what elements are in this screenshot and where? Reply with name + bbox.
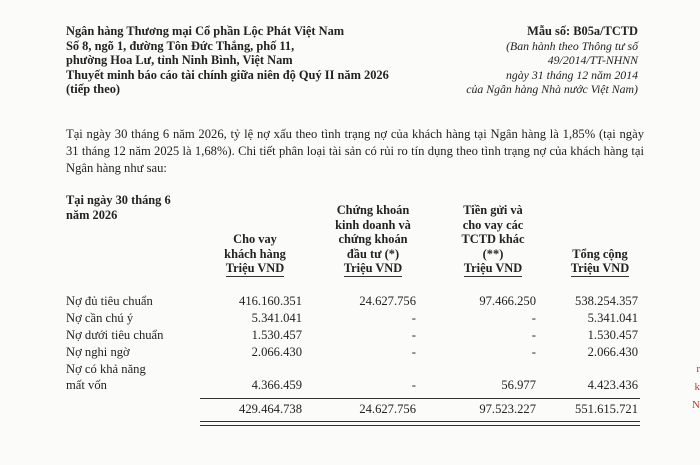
- table-row: [0, 293, 700, 310]
- total-rule: [200, 398, 640, 399]
- column-header-line: chứng khoán: [338, 232, 408, 247]
- form-note-line-3: ngày 31 tháng 12 năm 2014: [505, 67, 638, 82]
- column-header-line: Cho vay: [233, 232, 277, 247]
- column-header-loans: [200, 232, 310, 277]
- total-value: 551.615.721: [575, 402, 638, 416]
- cell-value: 24.627.756: [359, 294, 416, 308]
- intro-paragraph: Tại ngày 30 tháng 6 năm 2026, tỷ lệ nợ xấu theo tình trạng nợ của khách hàng tại Ngân hàng là 1,85% (tại ngày 31 tháng 12 năm 2025 là 1,68%). Chi tiết phân loại tài sản có rủi ro tín dụng theo tình trạng nợ của khách hàng tại Ngân hàng như sau:: [66, 127, 644, 175]
- cell-value: 5.341.041: [251, 311, 302, 325]
- column-header-line: cho vay các: [462, 217, 524, 232]
- table-row: [0, 327, 700, 344]
- cell-value: 4.366.459: [251, 378, 302, 392]
- column-header-line: đầu tư (*): [346, 246, 400, 261]
- margin-glyph: N: [692, 399, 700, 411]
- table-row: [0, 310, 700, 327]
- column-header-line: Chứng khoán: [336, 203, 410, 218]
- cell-value: 97.466.250: [479, 294, 536, 308]
- column-unit: Triệu VND: [343, 261, 403, 276]
- date-header-line-1: Tại ngày 30 tháng 6: [66, 193, 171, 207]
- column-unit: Triệu VND: [570, 261, 630, 276]
- row-label: Nợ đủ tiêu chuẩn: [66, 294, 153, 308]
- table-body: [0, 293, 700, 394]
- cell-value: -: [411, 311, 416, 325]
- cell-value: 1.530.457: [251, 328, 302, 342]
- cell-value: 56.977: [501, 378, 536, 392]
- total-value: 24.627.756: [359, 402, 416, 416]
- cell-value: 4.423.436: [587, 378, 638, 392]
- bank-header: [66, 24, 426, 97]
- column-header-total: [550, 247, 650, 277]
- row-label: Nợ dưới tiêu chuẩn: [66, 328, 164, 342]
- bank-address-line-1: Số 8, ngõ 1, đường Tôn Đức Thắng, phố 11,: [66, 38, 295, 53]
- column-header-line: kinh doanh và: [335, 217, 411, 232]
- row-label: Nợ nghi ngờ: [66, 345, 130, 359]
- cell-value: -: [411, 378, 416, 392]
- bank-name: Ngân hàng Thương mại Cổ phần Lộc Phát Việt Nam: [66, 24, 345, 38]
- date-header-line-2: năm 2026: [66, 207, 118, 222]
- row-label-line: Nợ có khả năng: [66, 362, 146, 376]
- bank-address-line-2: phường Hoa Lư, tỉnh Ninh Bình, Việt Nam: [66, 53, 293, 68]
- column-header-line: Tổng cộng: [572, 246, 628, 261]
- column-unit: Triệu VND: [225, 261, 285, 276]
- cell-value: -: [531, 328, 536, 342]
- column-header-line: Tiền gửi và: [463, 203, 523, 218]
- cell-value: 1.530.457: [587, 328, 638, 342]
- row-label: Nợ cần chú ý: [66, 311, 134, 325]
- total-value: 97.523.227: [479, 402, 536, 416]
- cell-value: -: [531, 311, 536, 325]
- table-row: [0, 344, 700, 361]
- report-title: Thuyết minh báo cáo tài chính giữa niên độ Quý II năm 2026: [66, 67, 389, 82]
- column-header-line: TCTD khác: [461, 232, 525, 247]
- total-value: 429.464.738: [239, 402, 302, 416]
- report-continued: (tiếp theo): [66, 82, 121, 97]
- cell-value: 416.160.351: [239, 294, 302, 308]
- row-label: [66, 361, 201, 393]
- form-note-line-1: (Ban hành theo Thông tư số: [506, 38, 638, 53]
- column-unit: Triệu VND: [463, 261, 523, 276]
- margin-glyph: k: [694, 381, 700, 393]
- column-header-securities: [318, 203, 428, 277]
- double-rule: [200, 421, 640, 426]
- cell-value: 2.066.430: [587, 345, 638, 359]
- cell-value: 538.254.357: [575, 294, 638, 308]
- form-header: [418, 24, 638, 97]
- margin-glyph: r: [696, 363, 700, 375]
- cell-value: -: [531, 345, 536, 359]
- date-header: [66, 193, 206, 222]
- form-note-line-2: 49/2014/TT-NHNN: [547, 53, 638, 68]
- cell-value: 5.341.041: [587, 311, 638, 325]
- column-header-deposits: [438, 203, 548, 277]
- form-note-line-4: của Ngân hàng Nhà nước Việt Nam): [466, 82, 638, 97]
- row-label-line: mất vốn: [66, 378, 107, 392]
- cell-value: 2.066.430: [251, 345, 302, 359]
- table-header: [0, 193, 700, 277]
- column-header-line: (**): [482, 246, 504, 261]
- form-number: Mẫu số: B05a/TCTD: [527, 24, 638, 38]
- cell-value: -: [411, 345, 416, 359]
- column-header-line: khách hàng: [224, 246, 286, 261]
- table-row: [0, 361, 700, 394]
- cell-value: -: [411, 328, 416, 342]
- margin-mark: [688, 360, 700, 414]
